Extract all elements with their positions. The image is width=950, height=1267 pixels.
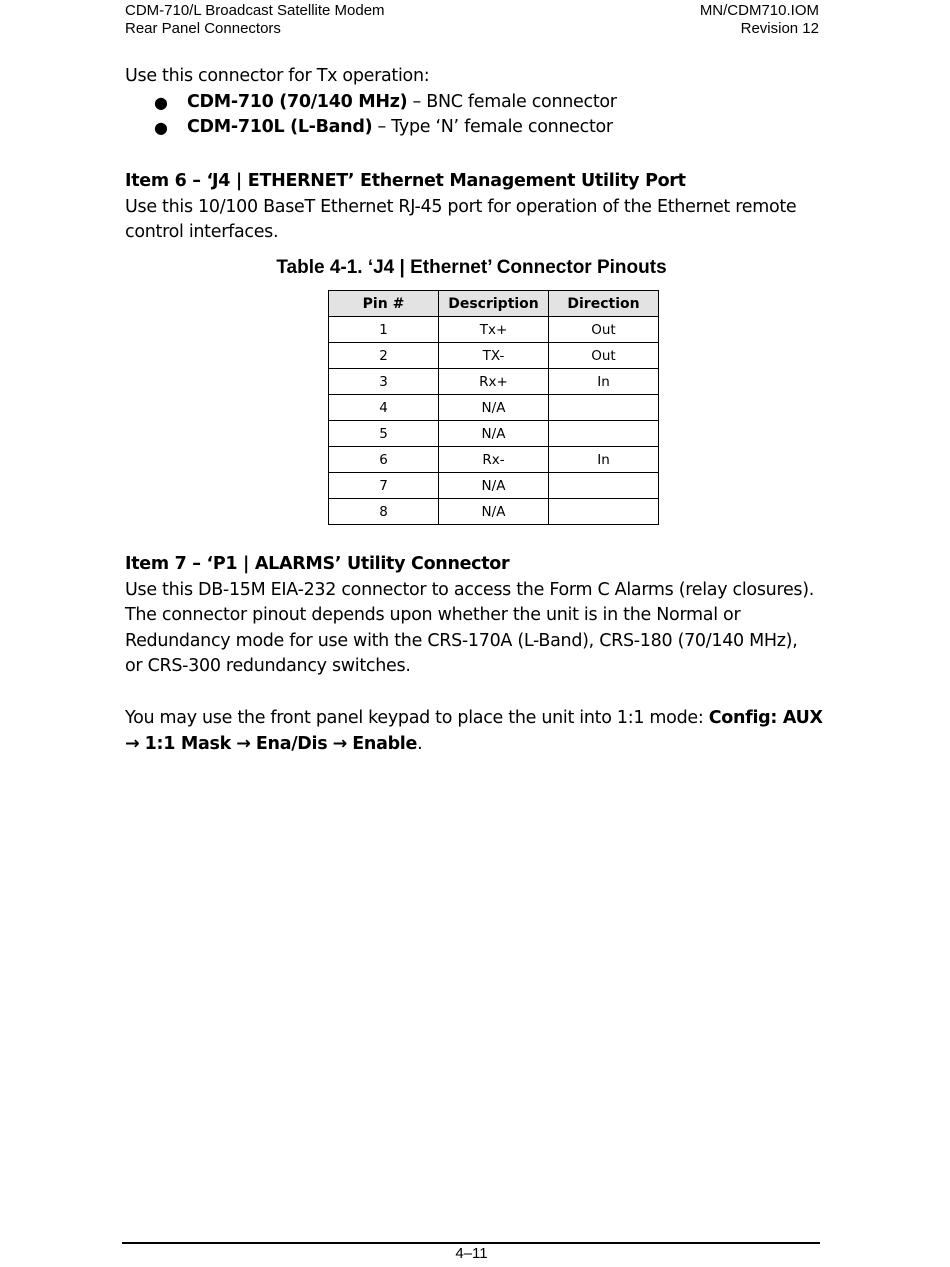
item6-heading: Item 6 – ‘J4 | ETHERNET’ Ethernet Management Utility Port — [125, 171, 686, 191]
pinout-table — [328, 290, 659, 525]
menu-path-config: Config: AUX — [708, 708, 823, 728]
tx-connector-section — [125, 64, 825, 141]
table-row — [329, 317, 659, 343]
running-header-right — [700, 2, 819, 38]
table-header-row — [329, 291, 659, 317]
pin-cell: 8 — [329, 499, 439, 525]
direction-cell — [549, 421, 659, 447]
running-header-left — [125, 2, 385, 38]
table-row — [329, 343, 659, 369]
pin-cell: 5 — [329, 421, 439, 447]
menu-path-enable: Enable — [352, 733, 418, 754]
arrow-right-icon: → — [332, 733, 347, 754]
item7-line: Redundancy mode for use with the CRS-170A (L-Band), CRS-180 (70/140 MHz), — [125, 630, 798, 651]
footer-rule — [122, 1242, 820, 1244]
direction-cell — [549, 395, 659, 421]
pin-cell: 1 — [329, 317, 439, 343]
description-cell: N/A — [439, 473, 549, 499]
bullet-model: CDM-710 (70/140 MHz) — [187, 91, 408, 112]
description-cell: Rx+ — [439, 369, 549, 395]
arrow-right-icon: → — [125, 733, 140, 754]
table-row — [329, 499, 659, 525]
item6-line: control interfaces. — [125, 222, 279, 242]
pin-cell: 4 — [329, 395, 439, 421]
bullet-icon: ● — [154, 118, 168, 137]
pin-cell: 3 — [329, 369, 439, 395]
item7-line: Use this DB-15M EIA-232 connector to access the Form C Alarms (relay closures). — [125, 579, 815, 600]
bullet-description: – Type ‘N’ female connector — [372, 117, 613, 137]
direction-cell: In — [549, 369, 659, 395]
item7-line: The connector pinout depends upon whether the unit is in the Normal or — [125, 605, 741, 625]
item6-line: Use this 10/100 BaseT Ethernet RJ-45 port for operation of the Ethernet remote — [125, 196, 797, 217]
description-cell: Rx- — [439, 447, 549, 473]
column-header: Pin # — [329, 291, 439, 317]
direction-cell — [549, 499, 659, 525]
header-document-title: CDM-710/L Broadcast Satellite Modem — [125, 2, 385, 19]
header-manual-number: MN/CDM710.IOM — [699, 2, 819, 19]
direction-cell: Out — [549, 317, 659, 343]
item7-line: or CRS-300 redundancy switches. — [125, 656, 411, 676]
column-header: Description — [439, 291, 549, 317]
bullet-item — [125, 115, 825, 141]
direction-cell: In — [549, 447, 659, 473]
menu-path-enadis: Ena/Dis — [255, 733, 328, 754]
mode-end: . — [417, 733, 423, 754]
item7-heading: Item 7 – ‘P1 | ALARMS’ Utility Connector — [125, 554, 510, 574]
table-row — [329, 369, 659, 395]
page-number: 4–11 — [455, 1245, 488, 1262]
header-revision: Revision 12 — [740, 20, 819, 37]
description-cell: N/A — [439, 395, 549, 421]
bullet-description: – BNC female connector — [407, 91, 617, 112]
description-cell: Tx+ — [439, 317, 549, 343]
table-row — [329, 395, 659, 421]
table-row — [329, 473, 659, 499]
bullet-item — [125, 90, 825, 116]
item6-section — [125, 169, 825, 246]
mode-text: You may use the front panel keypad to place the unit into 1:1 mode: — [125, 708, 709, 728]
arrow-right-icon: → — [236, 733, 251, 754]
description-cell: TX- — [439, 343, 549, 369]
item7-section — [125, 552, 825, 680]
bullet-model: CDM-710L (L-Band) — [187, 117, 373, 137]
pin-cell: 2 — [329, 343, 439, 369]
header-section-title: Rear Panel Connectors — [125, 20, 281, 37]
description-cell: N/A — [439, 421, 549, 447]
table-row — [329, 421, 659, 447]
table-caption: Table 4-1. ‘J4 | Ethernet’ Connector Pinouts — [276, 257, 667, 278]
pin-cell: 7 — [329, 473, 439, 499]
direction-cell: Out — [549, 343, 659, 369]
direction-cell — [549, 473, 659, 499]
mode-instruction — [125, 706, 825, 757]
column-header: Direction — [549, 291, 659, 317]
mode-paragraph — [125, 706, 825, 757]
menu-path-mask: 1:1 Mask — [144, 733, 231, 754]
pin-cell: 6 — [329, 447, 439, 473]
description-cell: N/A — [439, 499, 549, 525]
intro-text: Use this connector for Tx operation: — [125, 66, 430, 86]
table-row — [329, 447, 659, 473]
connector-bullet-list — [125, 90, 825, 141]
bullet-icon: ● — [154, 92, 168, 112]
